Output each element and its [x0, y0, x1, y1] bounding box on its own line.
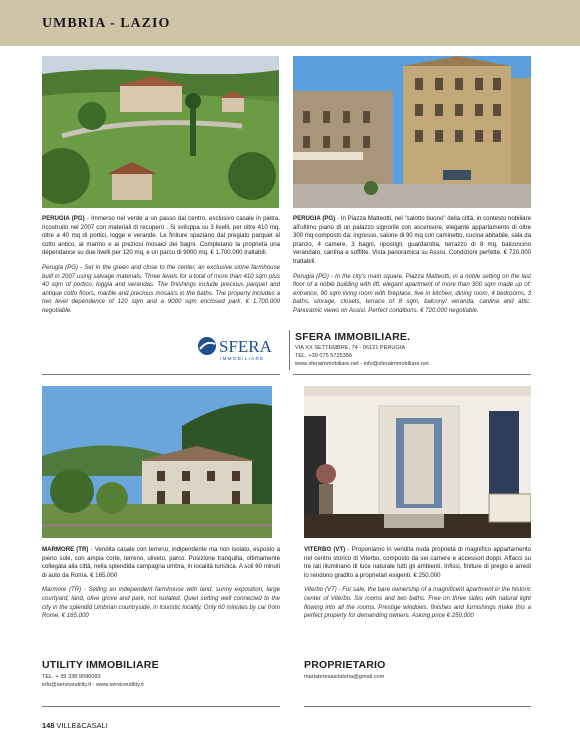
sfera-logo-word: SFERA [219, 337, 272, 356]
utility-web-email[interactable]: info@serviceutility.it - www.serviceutility.it [42, 682, 144, 688]
sfera-agency-name: SFERA IMMOBILIARE. [295, 331, 411, 343]
sfera-address: VIA XX SETTEMBRE, 74 - 06121 PERUGIA [295, 345, 406, 351]
sfera-logo [197, 332, 277, 364]
utility-agency-name: UTILITY IMMOBILIARE [42, 659, 159, 671]
divider [42, 706, 280, 707]
photo-viterbo-interior [304, 386, 531, 538]
listing-english-text: Perugia (PG) - Set in the green and close to the center, an exclusive stone farmhouse built in 2007 using salvage materials. Three levels for a total of more than 410 sqm plus 40 sqm of portico, loggia and verandas. The finishings include precious parquet and antique cotto floors, marble and precious mosaics in the baths. The property includes a two level dependence of 120 sqm and a 9000 sqm enclosed park. € 1.700.000 negotiable. [42, 263, 280, 314]
proprietario-name: PROPRIETARIO [304, 659, 386, 671]
listing-perugia-farmhouse [42, 215, 280, 316]
page-footer [42, 721, 108, 730]
photo-marmore-farmhouse [42, 386, 272, 538]
divider [289, 330, 290, 370]
photo-perugia-farmhouse [42, 56, 279, 208]
utility-phone: TEL. + 39 338 9596083 [42, 674, 101, 680]
listing-location: MARMORE (TR) [42, 546, 89, 553]
magazine-name: VILLE&CASALI [56, 721, 108, 730]
divider [293, 374, 531, 375]
listing-location: PERUGIA (PG) [293, 215, 336, 222]
page-number: 148 [42, 721, 55, 730]
listing-italian-text: - In Piazza Matteotti, nel "salotto buono" della città, in contesto nobiliare all'ultimo piano di un palazzo signorile con ascensore, elegante appartamento di oltre 300 mq composto da: ingresso, salone di 90 mq con caminetto, cucina abitabile, sala da pranzo, 4 camere, 3 bagni, ripostigli, guardaroba, terrazzo di 8 mq, balconcino verandato, cantina e soffitte. Vista panoramica su Assisi. Condizioni perfette. € 720.000 trattabili. [293, 215, 531, 265]
sfera-logo-sub: IMMOBILIARE [220, 356, 265, 361]
listing-english-text: Perugia (PG) - In the city's main square, Piazza Matteotti, in a noble setting on the last floor of a noble building with lift, elegant apartment of more than 300 sqm made up of: entrance, 90 sqm living room with fireplace, live in kitchen, dining room, 4 bedrooms, 3 baths, storage, closets, terrace of 8 sqm, balcony/ veranda, cantina and attic. Panoramic views on Assisi. Perfect conditions. € 720.000 negotiable. [293, 272, 531, 314]
listing-english-text: Marmore (TR) - Selling an independent farmhouse with land, sunny exposition, large courtyard, land, olive grove and park, not isolated. Quiet setting well connected to the city in the splendid Umbrian countryside, in touristic locality. Only 60 minutes by car from Rome. € 165.000 [42, 586, 280, 620]
sfera-phone: TEL. +39 075 5725356 [295, 353, 353, 359]
listing-english-text: Viterbo (VT) - For sale, the bare ownership of a magnificent apartment in the historic center of Viterbo. Six rooms and two baths. Free on three sides with natural light flowing into all the rooms. Prestige windows, finishes and furnishings make this a perfect property for demanding owners. Asking price € 250.000 [304, 586, 531, 620]
proprietario-email[interactable]: mariateresasindona@gmail.com [304, 674, 385, 680]
photo-perugia-palazzo [293, 56, 531, 208]
section-header [0, 0, 580, 46]
listing-location: VITERBO (VT) [304, 546, 346, 553]
divider [42, 374, 280, 375]
listing-location: PERUGIA (PG) [42, 215, 85, 222]
listing-italian-text: - Proponiamo in vendita nuda proprietà di magnifico appartamento nel centro storico di Viterbo, composto da sei camere e accessori doppi. Affacci su tre lati illuminano di luce naturale tutti gli ambienti. Infissi, finiture di pregio e arredi lo rendono gradito a proprietari esigenti. € 250.000 [304, 546, 532, 579]
listing-italian-text: - Vendita casale con terreno, indipendente ma non isolato, esposto a pieno sole, con ampia corte, terreno, uliveto, parco. Posizione tranquilla, ottimamente collegata alla città, nella splendida campagna umbra, in località turistica. A soli 60 minuti di auto da Roma. € 165.000 [42, 546, 280, 579]
sfera-web-email[interactable]: www.sferaimmobiliare.net - info@sferaimmobiliare.net [295, 361, 429, 367]
listing-italian-text: - Immerso nel verde a un passo dal centro, esclusivo casale in pietra, ricostruito nel 2007 con materiali di recupero . Si sviluppa su 3 livelli, per oltre 410 mq, oltre a 40 mq di portici, logge e verande. Le finiture spaziano dal pregiato parquet al cotto antico, al marmo e ai preziosi mosaici dei bagni. Completano la proprietà una dépendance su due livelli per 120 mq, e un parco di 9000 mq. € 1.700.000 trattabili. [42, 215, 281, 257]
section-title: UMBRIA - LAZIO [42, 16, 171, 31]
listing-marmore [42, 546, 280, 621]
listing-viterbo [304, 546, 531, 621]
divider [304, 706, 531, 707]
listing-perugia-apartment [293, 215, 531, 316]
